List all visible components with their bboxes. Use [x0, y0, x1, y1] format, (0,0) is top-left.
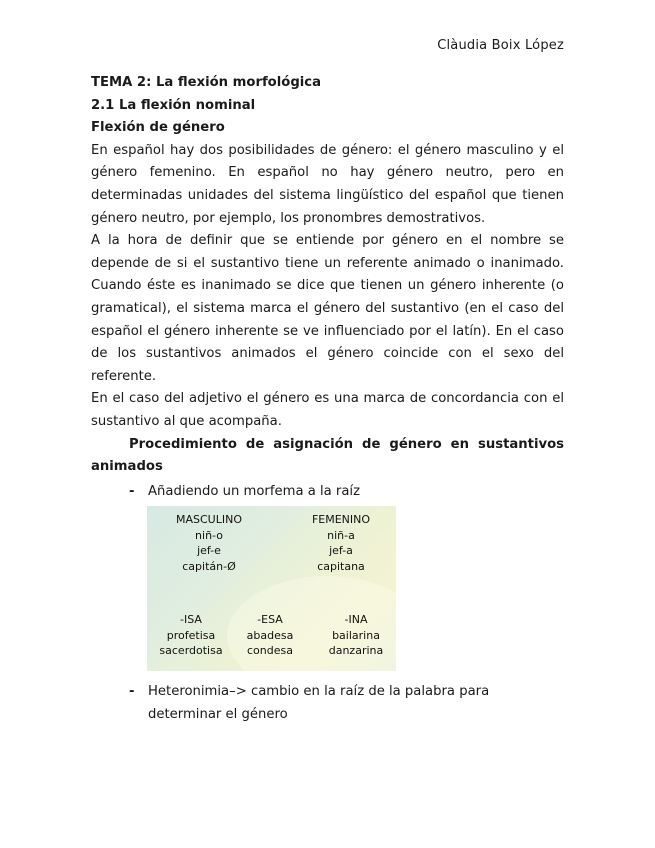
bullet-dash: -	[129, 483, 135, 499]
masculino-word: niñ-o	[195, 528, 223, 542]
femenino-word: jef-a	[329, 544, 353, 558]
list-item-text: Añadiendo un morfema a la raíz	[148, 483, 361, 499]
list-item	[91, 681, 564, 726]
section-title: 2.1 La flexión nominal	[91, 97, 256, 113]
procedure-list-2	[91, 681, 564, 726]
isa-word: sacerdotisa	[159, 644, 223, 658]
ina-column	[321, 612, 391, 659]
procedure-list	[91, 481, 564, 504]
esa-word: abadesa	[246, 628, 294, 642]
tema-title: TEMA 2: La flexión morfológica	[91, 75, 322, 90]
masculino-word: jef-e	[197, 544, 221, 558]
ina-word: danzarina	[328, 644, 384, 658]
ina-word: bailarina	[332, 628, 380, 642]
masculino-column	[173, 512, 245, 574]
document-body	[91, 72, 564, 726]
femenino-column	[305, 512, 377, 574]
masculino-title: MASCULINO	[176, 513, 242, 527]
list-item	[91, 481, 564, 504]
isa-word: profetisa	[166, 628, 216, 642]
esa-title: -ESA	[257, 613, 283, 627]
subsection-title: Flexión de género	[91, 120, 225, 136]
author-name: Clàudia Boix López	[437, 38, 564, 53]
esa-word: condesa	[247, 644, 293, 658]
procedure-heading: Procedimiento de asignación de género en sustantivos animados	[91, 436, 564, 475]
gender-morpheme-figure	[147, 506, 396, 671]
femenino-title: FEMENINO	[311, 513, 371, 527]
list-item-text: Heteronimia–> cambio en la raíz de la palabra para determinar el género	[148, 684, 490, 722]
isa-column	[151, 612, 231, 659]
isa-title: -ISA	[180, 613, 202, 627]
paragraph-2: A la hora de definir que se entiende por género en el nombre se depende de si el sustantivo tiene un referente animado o inanimado. Cuando éste es inanimado se dice que tienen un género inherente (o gramatical), el sistema marca el género del sustantivo (en el caso del español el género inherente se ve influenciado por el latín). En el caso de los sustantivos animados el género coincide con el sexo del referente.	[91, 233, 564, 384]
femenino-word: capitana	[317, 559, 365, 573]
ina-title: -INA	[344, 613, 368, 627]
bullet-dash: -	[129, 684, 135, 700]
paragraph-3: En el caso del adjetivo el género es una marca de concordancia con el sustantivo al que acompaña.	[91, 391, 564, 429]
femenino-word: niñ-a	[327, 528, 355, 542]
paragraph-1: En español hay dos posibilidades de género: el género masculino y el género femenino. En español no hay género neutro, pero en determinadas unidades del sistema lingüístico del español que tienen género neutro, por ejemplo, los pronombres demostrativos.	[91, 142, 564, 226]
masculino-word: capitán-Ø	[182, 559, 236, 573]
esa-column	[237, 612, 303, 659]
